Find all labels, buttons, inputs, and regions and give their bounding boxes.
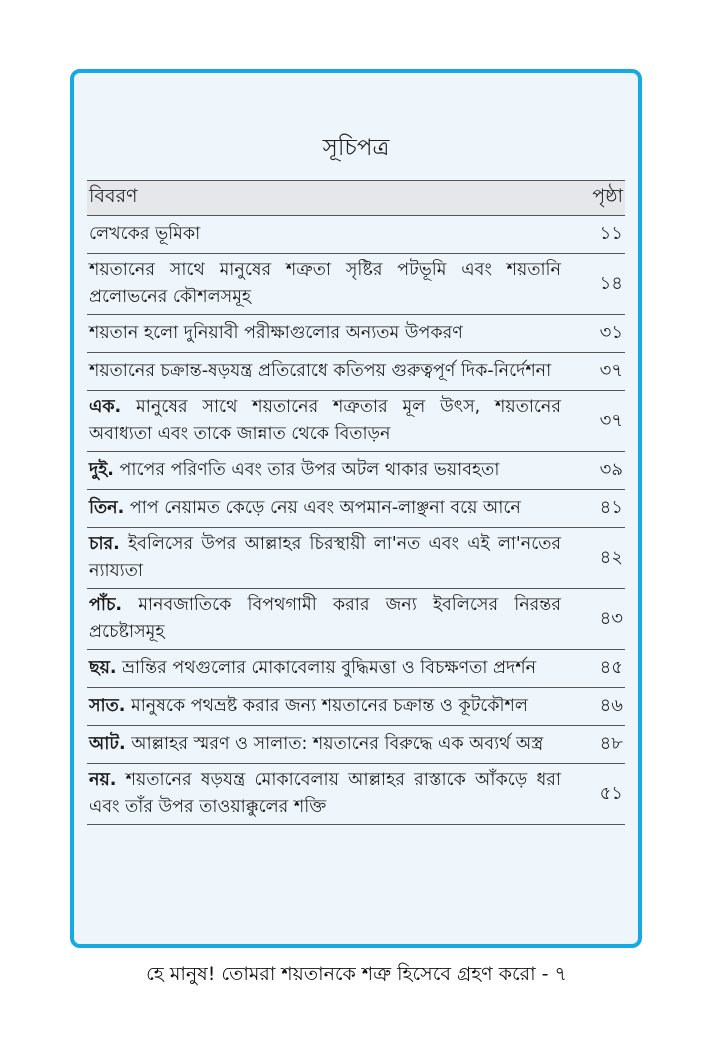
entry-page-number: ৪১ (599, 497, 623, 518)
entry-title: শয়তানের সাথে মানুষের শত্রুতা সৃষ্টির পটভূমি এবং শয়তানি প্রলোভনের কৌশলসমূহ (89, 260, 561, 307)
entry-description (89, 531, 579, 585)
entry-number-label: ছয়. (89, 658, 117, 678)
entry-description (89, 394, 579, 448)
entry-page-number: ৩৭ (599, 409, 623, 431)
toc-table (87, 180, 625, 825)
entry-page-number: ৪৫ (599, 657, 623, 678)
entry-title: মানুষকে পথভ্রষ্ট করার জন্য শয়তানের চক্রান্ত ও কূটকৌশল (131, 696, 528, 716)
entry-description (89, 655, 579, 682)
entry-page-number: ৪৬ (599, 695, 623, 716)
entry-title: আল্লাহর স্মরণ ও সালাত: শয়তানের বিরুদ্ধে এক অব্যর্থ অস্ত্র (131, 734, 544, 754)
toc-entry[interactable] (87, 216, 625, 254)
entry-description (89, 358, 579, 385)
entry-number-label: এক. (89, 397, 122, 417)
toc-entry[interactable] (87, 764, 625, 825)
entry-page-number: ৪৮ (599, 733, 623, 754)
toc-entry[interactable] (87, 490, 625, 528)
entry-page-number: ৩৯ (599, 459, 623, 480)
toc-entry[interactable] (87, 391, 625, 452)
entry-title: পাপের পরিণতি এবং তার উপর অটল থাকার ভয়াবহতা (119, 460, 500, 480)
toc-entry[interactable] (87, 650, 625, 688)
entry-description (89, 221, 579, 248)
entry-description (89, 320, 579, 347)
entry-title: মানুষের সাথে শয়তানের শত্রুতার মূল উৎস, শয়তানের অবাধ্যতা এবং তাকে জান্নাত থেকে বিতাড়ন (89, 397, 561, 444)
entry-description (89, 731, 579, 758)
toc-entry[interactable] (87, 688, 625, 726)
toc-entry[interactable] (87, 452, 625, 490)
entry-title: লেখকের ভূমিকা (89, 224, 201, 244)
entry-page-number: ১৪ (599, 272, 623, 294)
page-footer: হে মানুষ! তোমরা শয়তানকে শত্রু হিসেবে গ্রহণ করো - ৭ (146, 963, 567, 985)
entry-number-label: তিন. (89, 498, 125, 518)
toc-frame (70, 69, 642, 948)
entry-description (89, 767, 579, 821)
entry-page-number: ৩১ (599, 322, 623, 343)
toc-entry[interactable] (87, 528, 625, 589)
entry-title: ইবলিসের উপর আল্লাহর চিরস্থায়ী লা'নত এবং এই লা'নতের ন্যায্যতা (89, 534, 561, 581)
entry-description (89, 457, 579, 484)
entry-description (89, 592, 579, 646)
entry-description (89, 693, 579, 720)
entry-number-label: চার. (89, 534, 120, 554)
entry-page-number: ১১ (599, 223, 623, 244)
entry-description (89, 257, 579, 311)
entry-page-number: ৫১ (599, 782, 623, 804)
entry-number-label: আট. (89, 734, 126, 754)
entry-number-label: দুই. (89, 460, 114, 480)
header-description: বিবরণ (89, 185, 138, 207)
entry-title: শয়তানের চক্রান্ত-ষড়যন্ত্র প্রতিরোধে কতিপয় গুরুত্বপূর্ণ দিক-নির্দেশনা (89, 361, 552, 381)
entry-number-label: পাঁচ. (89, 595, 123, 615)
toc-entry[interactable] (87, 254, 625, 315)
entry-page-number: ৪২ (599, 546, 623, 568)
entry-title: শয়তান হলো দুনিয়াবী পরীক্ষাগুলোর অন্যতম উপকরণ (89, 323, 463, 343)
entry-page-number: ৩৭ (599, 360, 623, 381)
toc-entry[interactable] (87, 589, 625, 650)
toc-entry[interactable] (87, 726, 625, 764)
entry-title: মানবজাতিকে বিপথগামী করার জন্য ইবলিসের নিরন্তর প্রচেষ্টাসমূহ (89, 595, 561, 642)
page-title: সূচিপত্র (322, 135, 390, 161)
header-page: পৃষ্ঠা (592, 185, 623, 207)
entry-title: শয়তানের ষড়যন্ত্র মোকাবেলায় আল্লাহর রাস্তাকে আঁকড়ে ধরা এবং তাঁর উপর তাওয়াক্কুলের শক্তি (89, 770, 561, 817)
toc-entry[interactable] (87, 315, 625, 353)
entry-page-number: ৪৩ (599, 607, 623, 629)
entry-description (89, 495, 579, 522)
entry-title: পাপ নেয়ামত কেড়ে নেয় এবং অপমান-লাঞ্ছনা বয়ে আনে (129, 498, 521, 518)
toc-entry[interactable] (87, 353, 625, 391)
entry-number-label: নয়. (89, 770, 117, 790)
toc-header-row (87, 180, 625, 216)
entry-number-label: সাত. (89, 696, 126, 716)
entry-title: ভ্রান্তির পথগুলোর মোকাবেলায় বুদ্ধিমত্তা ও বিচক্ষণতা প্রদর্শন (122, 658, 537, 678)
